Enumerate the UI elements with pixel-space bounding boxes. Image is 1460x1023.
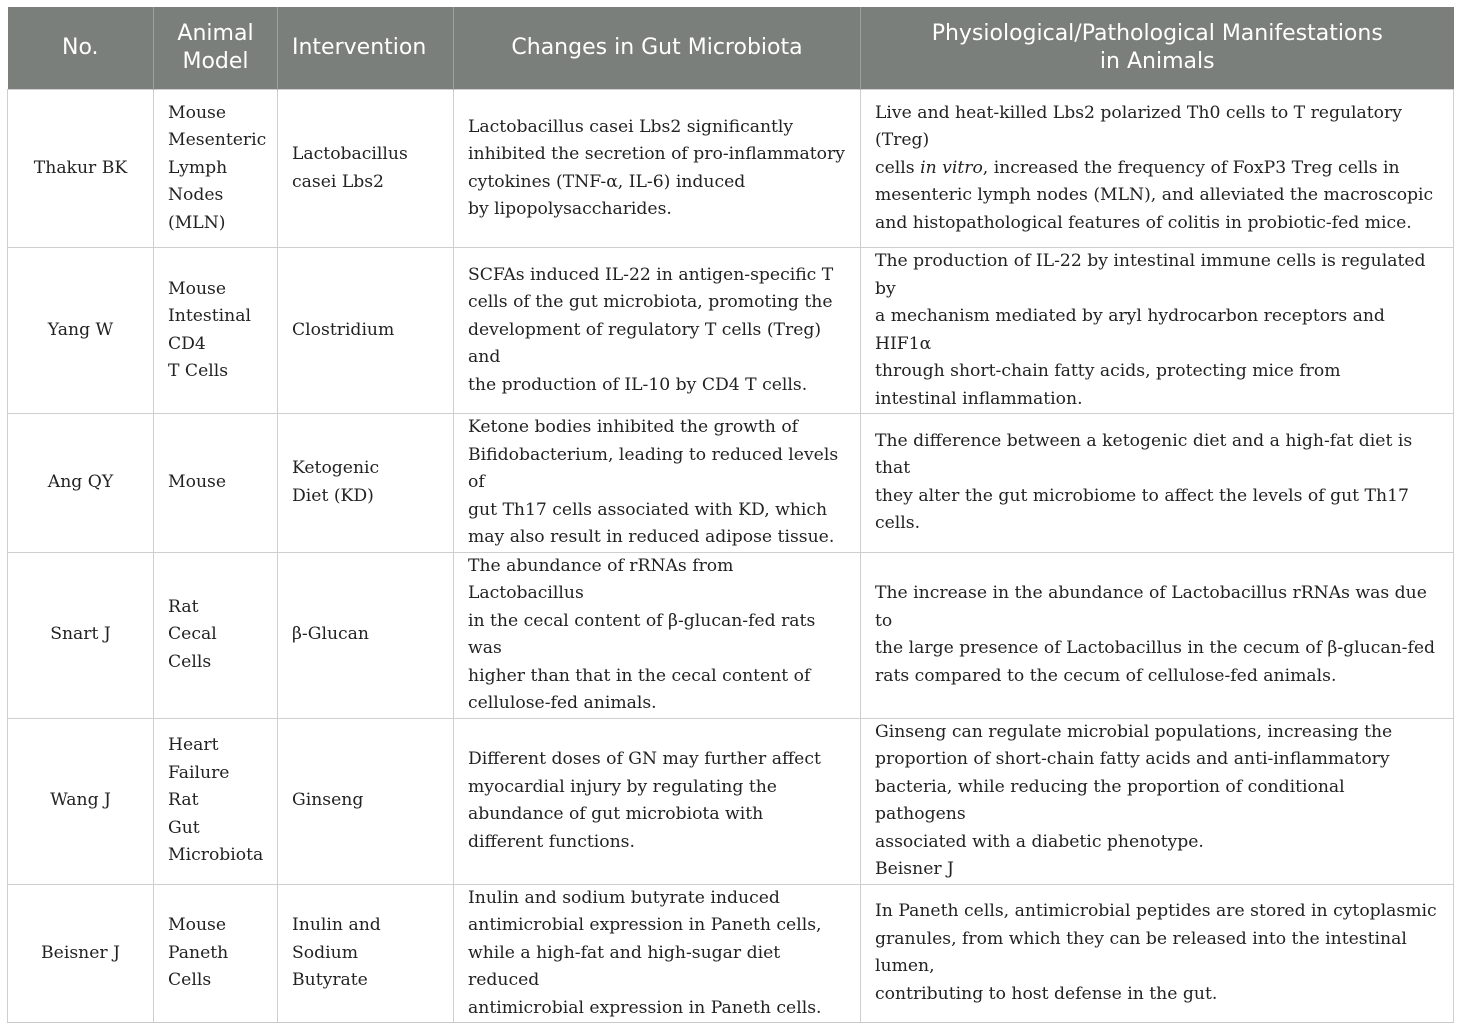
cell-no: Yang W [8,248,154,414]
header-no: No. [8,7,154,90]
cell-changes: Ketone bodies inhibited the growth of Bifidobacterium, leading to reduced levels of gut Th17 cells associated with KD, which may also result in reduced adipose tissue. [454,414,861,553]
cell-manifestations: The production of IL-22 by intestinal immune cells is regulated by a mechanism mediated by aryl hydrocarbon receptors and HIF1α through short-chain fatty acids, protecting mice from intestinal inflammation. [861,248,1454,414]
cell-animal-model: Mouse Mesenteric Lymph Nodes (MLN) [154,90,278,248]
header-row [8,7,1454,90]
data-table [7,7,1454,1023]
cell-animal-model: Heart Failure Rat Gut Microbiota [154,718,278,884]
cell-intervention: Inulin and Sodium Butyrate [278,884,454,1023]
cell-intervention: Clostridium [278,248,454,414]
manifestations-text-b: , increased the frequency of FoxP3 Treg cells in mesenteric lymph nodes (MLN), and alleviated the macroscopic and histopathological features of colitis in probiotic-fed mice. [875,157,1434,233]
cell-manifestations: In Paneth cells, antimicrobial peptides are stored in cytoplasmic granules, from which they can be released into the intestinal lumen, contributing to host defense in the gut. [861,884,1454,1023]
cell-manifestations: The difference between a ketogenic diet and a high-fat diet is that they alter the gut microbiome to affect the levels of gut Th17 cells. [861,414,1454,553]
table-body [8,90,1454,1023]
cell-animal-model: Rat Cecal Cells [154,552,278,718]
header-manifestations: Physiological/Pathological Manifestations in Animals [861,7,1454,90]
table-row [8,718,1454,884]
table-row [8,884,1454,1023]
cell-manifestations: Ginseng can regulate microbial populations, increasing the proportion of short-chain fatty acids and anti-inflammatory bacteria, while reducing the proportion of conditional pathogens associated with a diabetic phenotype. Beisner J [861,718,1454,884]
cell-no: Wang J [8,718,154,884]
table-header [8,7,1454,90]
header-animal-model: Animal Model [154,7,278,90]
cell-changes: Lactobacillus casei Lbs2 significantly inhibited the secretion of pro-inflammatory cytokines (TNF-α, IL-6) induced by lipopolysaccharides. [454,90,861,248]
cell-manifestations: The increase in the abundance of Lactobacillus rRNAs was due to the large presence of Lactobacillus in the cecum of β-glucan-fed rats compared to the cecum of cellulose-fed animals. [861,552,1454,718]
cell-no: Snart J [8,552,154,718]
table-row [8,90,1454,248]
cell-animal-model: Mouse Paneth Cells [154,884,278,1023]
cell-animal-model: Mouse Intestinal CD4 T Cells [154,248,278,414]
header-intervention: Intervention [278,7,454,90]
table-row [8,248,1454,414]
table-row [8,414,1454,553]
manifestations-italic: in vitro [920,157,983,178]
cell-changes: Different doses of GN may further affect myocardial injury by regulating the abundance of gut microbiota with different functions. [454,718,861,884]
table-row [8,552,1454,718]
manifestations-text-a: Live and heat-killed Lbs2 polarized Th0 cells to T regulatory (Treg) cells [875,102,1402,178]
cell-animal-model: Mouse [154,414,278,553]
cell-no: Thakur BK [8,90,154,248]
cell-intervention: Ginseng [278,718,454,884]
cell-intervention: Ketogenic Diet (KD) [278,414,454,553]
cell-changes: Inulin and sodium butyrate induced antimicrobial expression in Paneth cells, while a high-fat and high-sugar diet reduced antimicrobial expression in Paneth cells. [454,884,861,1023]
cell-no: Ang QY [8,414,154,553]
header-changes: Changes in Gut Microbiota [454,7,861,90]
table-container [7,7,1453,1023]
cell-changes: SCFAs induced IL-22 in antigen-specific T cells of the gut microbiota, promoting the development of regulatory T cells (Treg) and the production of IL-10 by CD4 T cells. [454,248,861,414]
cell-no: Beisner J [8,884,154,1023]
cell-intervention: β-Glucan [278,552,454,718]
cell-changes: The abundance of rRNAs from Lactobacillus in the cecal content of β-glucan-fed rats was higher than that in the cecal content of cellulose-fed animals. [454,552,861,718]
cell-intervention: Lactobacillus casei Lbs2 [278,90,454,248]
cell-manifestations [861,90,1454,248]
